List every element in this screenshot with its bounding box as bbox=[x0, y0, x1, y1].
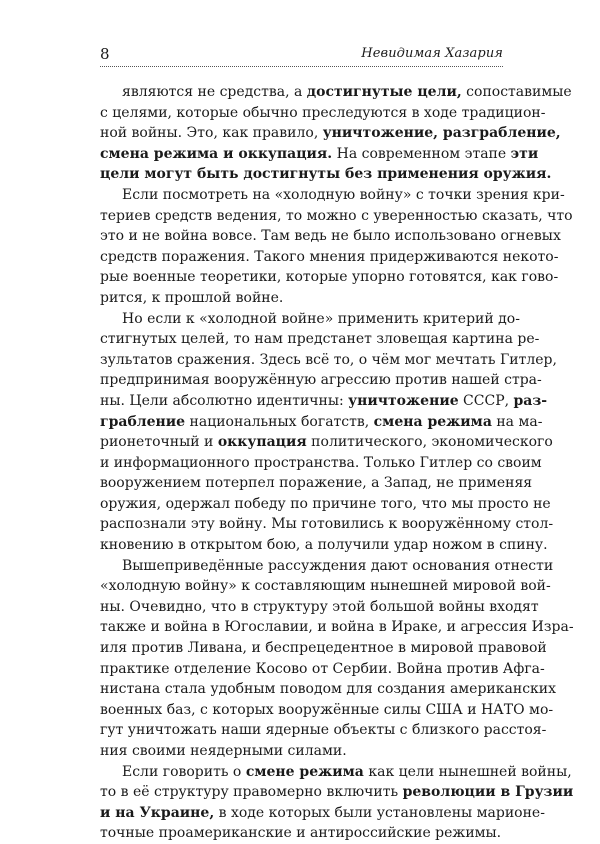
text-run: рионеточный и bbox=[100, 434, 218, 451]
text-run: зультатов сражения. Здесь всё то, о чём мог мечтать Гитлер, bbox=[100, 351, 557, 368]
bold-text-run: смена режима bbox=[373, 413, 492, 430]
text-line bbox=[100, 535, 548, 556]
text-run: Если посмотреть на «холодную войну» с точки зрения кри- bbox=[122, 186, 565, 203]
text-line bbox=[100, 247, 559, 268]
bold-text-run: революции в Грузии bbox=[402, 784, 574, 801]
text-run: Если говорить о bbox=[122, 763, 246, 780]
bold-text-run: уничтожение bbox=[348, 392, 459, 409]
text-run: ной войны. Это, как правило, bbox=[100, 125, 323, 142]
paragraph bbox=[100, 185, 573, 309]
text-line bbox=[100, 185, 565, 206]
text-line bbox=[100, 288, 503, 309]
text-run: как цели нынешней войны, bbox=[363, 763, 572, 780]
text-run: военных баз, с которых вооружённые силы США и НАТО мо- bbox=[100, 701, 554, 718]
text-run: на ма- bbox=[491, 413, 543, 430]
body-text bbox=[100, 82, 574, 844]
text-run: иля против Ливана, и беспрецедентное в мировой правовой bbox=[100, 640, 547, 657]
bold-text-run: уничтожение, разграбление, bbox=[322, 125, 561, 142]
paragraph bbox=[100, 82, 572, 185]
text-line bbox=[100, 329, 540, 350]
text-run: средств поражения. Такого мнения придерживаются некото- bbox=[100, 248, 559, 265]
text-line bbox=[100, 267, 559, 288]
text-line bbox=[100, 309, 520, 330]
bold-text-run: смена режима и оккупация. bbox=[100, 145, 333, 162]
paragraph bbox=[100, 762, 574, 844]
text-run: практике отделение Косово от Сербии. Война против Афга- bbox=[100, 660, 545, 677]
text-run: ны. Цели абсолютно идентичны: bbox=[100, 392, 349, 409]
text-line bbox=[100, 206, 573, 227]
text-line bbox=[100, 453, 542, 474]
text-line bbox=[100, 659, 545, 680]
text-run: и информационного пространства. Только Гитлер со своим bbox=[100, 454, 542, 471]
text-line bbox=[100, 350, 557, 371]
text-run: то в её структуру правомерно включить bbox=[100, 784, 403, 801]
text-run: ния своими неядерными силами. bbox=[100, 743, 347, 759]
text-run: с целями, которые обычно преследуются в ходе традицион- bbox=[100, 104, 546, 121]
text-run: кновению в открытом бою, а получили удар ножом в спину. bbox=[100, 537, 548, 554]
text-line bbox=[100, 494, 551, 515]
text-run: териев средств ведения, то можно с уверенностью сказать, что bbox=[100, 207, 573, 224]
text-line bbox=[100, 803, 545, 824]
text-run: точные проамериканские и антироссийские режимы. bbox=[100, 825, 502, 842]
text-run: национальных богатств, bbox=[185, 413, 374, 430]
text-run: вооружением потерпел поражение, а Запад, не применяя bbox=[100, 475, 533, 492]
text-line bbox=[100, 391, 548, 412]
text-line bbox=[100, 123, 561, 144]
bold-text-run: и на Украине, bbox=[100, 804, 215, 821]
text-line bbox=[100, 164, 552, 185]
text-line bbox=[100, 103, 546, 124]
text-run: это и не война вовсе. Там ведь не было использовано огневых bbox=[100, 228, 561, 245]
text-run: также и война в Югославии, и война в Ираке, и агрессия Изра- bbox=[100, 619, 574, 636]
paragraph bbox=[100, 556, 574, 762]
text-run: гут уничтожать наши ядерные объекты с близкого расстоя- bbox=[100, 722, 547, 739]
text-line bbox=[100, 741, 503, 762]
text-run: предпринимая вооружённую агрессию против нашей стра- bbox=[100, 372, 542, 389]
text-run: «холодную войну» к составляющим нынешней мировой вой- bbox=[100, 578, 551, 595]
text-run: рые военные теоретики, которые упорно готовятся, как гово- bbox=[100, 269, 559, 286]
text-line bbox=[100, 762, 572, 783]
text-run: оружия, одержал победу по причине того, что мы просто не bbox=[100, 495, 551, 512]
text-run: сопоставимые bbox=[461, 84, 572, 100]
text-line bbox=[100, 617, 574, 638]
running-title: Невидимая Хазария bbox=[361, 46, 503, 61]
text-line bbox=[100, 82, 572, 103]
text-run: нистана стала удобным поводом для создания американских bbox=[100, 681, 557, 698]
text-line bbox=[100, 473, 533, 494]
text-line bbox=[100, 638, 547, 659]
text-run: распознали эту войну. Мы готовились к вооружённому стол- bbox=[100, 516, 554, 533]
text-run: в ходе которых были установлены марионе- bbox=[214, 804, 545, 821]
page-number: 8 bbox=[100, 45, 110, 63]
text-run: Но если к «холодной войне» применить критерий до- bbox=[122, 310, 520, 327]
text-line bbox=[100, 514, 554, 535]
text-line bbox=[100, 226, 561, 247]
bold-text-run: раз- bbox=[513, 392, 548, 409]
bold-text-run: смене режима bbox=[245, 763, 364, 780]
bold-text-run: оккупация bbox=[217, 434, 307, 451]
text-line bbox=[100, 576, 551, 597]
text-line bbox=[100, 823, 503, 844]
bold-text-run: эти bbox=[510, 145, 539, 162]
text-run: политического, экономического bbox=[306, 434, 553, 451]
text-run: стигнутых целей, то нам предстанет зловещая картина ре- bbox=[100, 331, 540, 348]
text-run: СССР, bbox=[458, 392, 514, 409]
bold-text-run: достигнутые цели, bbox=[306, 84, 462, 100]
text-run: ны. Очевидно, что в структуру этой большой войны входят bbox=[100, 598, 539, 615]
text-line bbox=[100, 412, 543, 433]
text-line bbox=[100, 556, 554, 577]
text-line bbox=[100, 432, 553, 453]
text-line bbox=[100, 720, 547, 741]
text-line bbox=[100, 782, 574, 803]
text-line bbox=[100, 370, 542, 391]
text-run: На современном этапе bbox=[332, 145, 511, 162]
text-run: рится, к прошлой войне. bbox=[100, 289, 284, 306]
bold-text-run: грабление bbox=[100, 413, 186, 430]
text-run: Вышеприведённые рассуждения дают основания отнести bbox=[122, 557, 554, 574]
text-line bbox=[100, 679, 557, 700]
text-line bbox=[100, 700, 554, 721]
bold-text-run: цели могут быть достигнуты без применения оружия. bbox=[100, 166, 552, 183]
text-run: являются не средства, а bbox=[122, 84, 307, 100]
page-header bbox=[100, 44, 503, 67]
text-line bbox=[100, 597, 539, 618]
paragraph bbox=[100, 309, 557, 556]
text-line bbox=[100, 144, 539, 165]
